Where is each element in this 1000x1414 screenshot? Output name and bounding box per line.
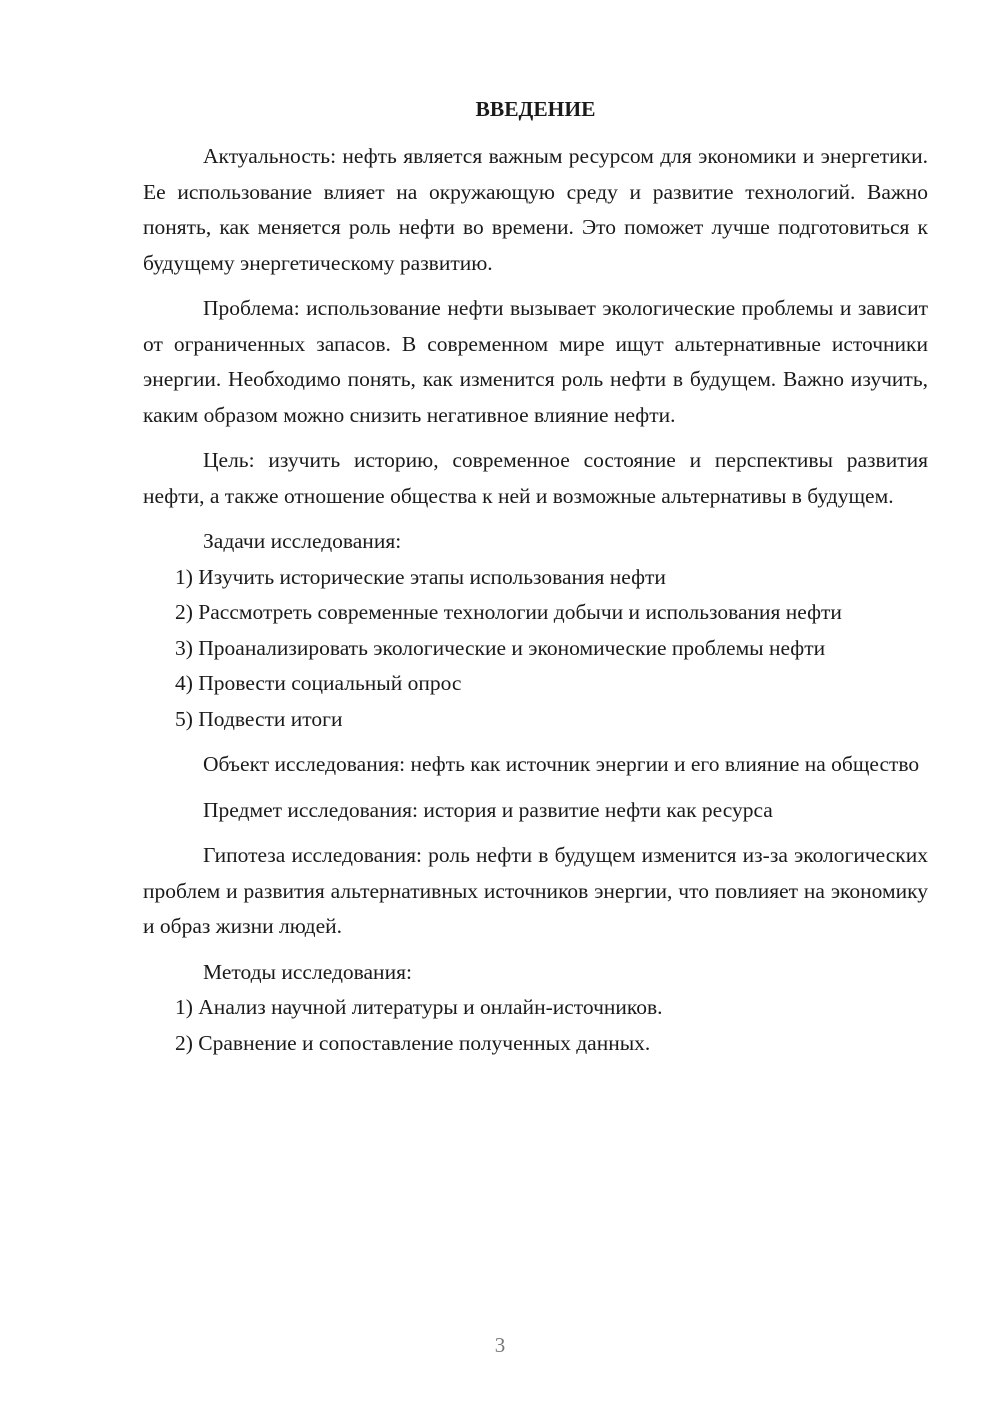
task-item-5: 5) Подвести итоги [175,706,343,731]
task-item-2: 2) Рассмотреть современные технологии добычи и использования нефти [175,600,842,624]
goal-paragraph: Цель: изучить историю, современное состояние и перспективы развития нефти, а также отношение общества к ней и возможные альтернативы в будущем. [143,448,928,508]
task-item-4: 4) Провести социальный опрос [175,671,462,695]
relevance-paragraph: Актуальность: нефть является важным ресурсом для экономики и энергетики. Ее использование влияет на окружающую среду и развитие технологий. Важно понять, как меняется роль нефти во времени. Это поможет лучше подготовиться к будущему энергетическому развитию. [143,144,928,275]
object-paragraph: Объект исследования: нефть как источник энергии и его влияние на общество [203,752,920,776]
hypothesis-paragraph: Гипотеза исследования: роль нефти в будущем изменится из-за экологических проблем и развития альтернативных источников энергии, что повлияет на экономику и образ жизни людей. [143,843,928,938]
methods-heading: Методы исследования: [203,959,412,984]
document-page [143,92,928,1061]
task-item-1: 1) Изучить исторические этапы использования нефти [175,564,666,589]
method-item-1: 1) Анализ научной литературы и онлайн-источников. [175,995,663,1019]
task-item-3: 3) Проанализировать экологические и экономические проблемы нефти [175,635,826,660]
problem-paragraph: Проблема: использование нефти вызывает экологические проблемы и зависит от ограниченных запасов. В современном мире ищут альтернативные источники энергии. Необходимо понять, как изменится роль нефти в будущем. Важно изучить, каким образом можно снизить негативное влияние нефти. [143,296,928,427]
subject-paragraph: Предмет исследования: история и развитие нефти как ресурса [203,797,773,822]
method-item-2: 2) Сравнение и сопоставление полученных данных. [175,1030,651,1055]
tasks-heading: Задачи исследования: [203,529,402,553]
page-title: ВВЕДЕНИЕ [475,97,596,121]
page-number: 3 [494,1333,506,1357]
